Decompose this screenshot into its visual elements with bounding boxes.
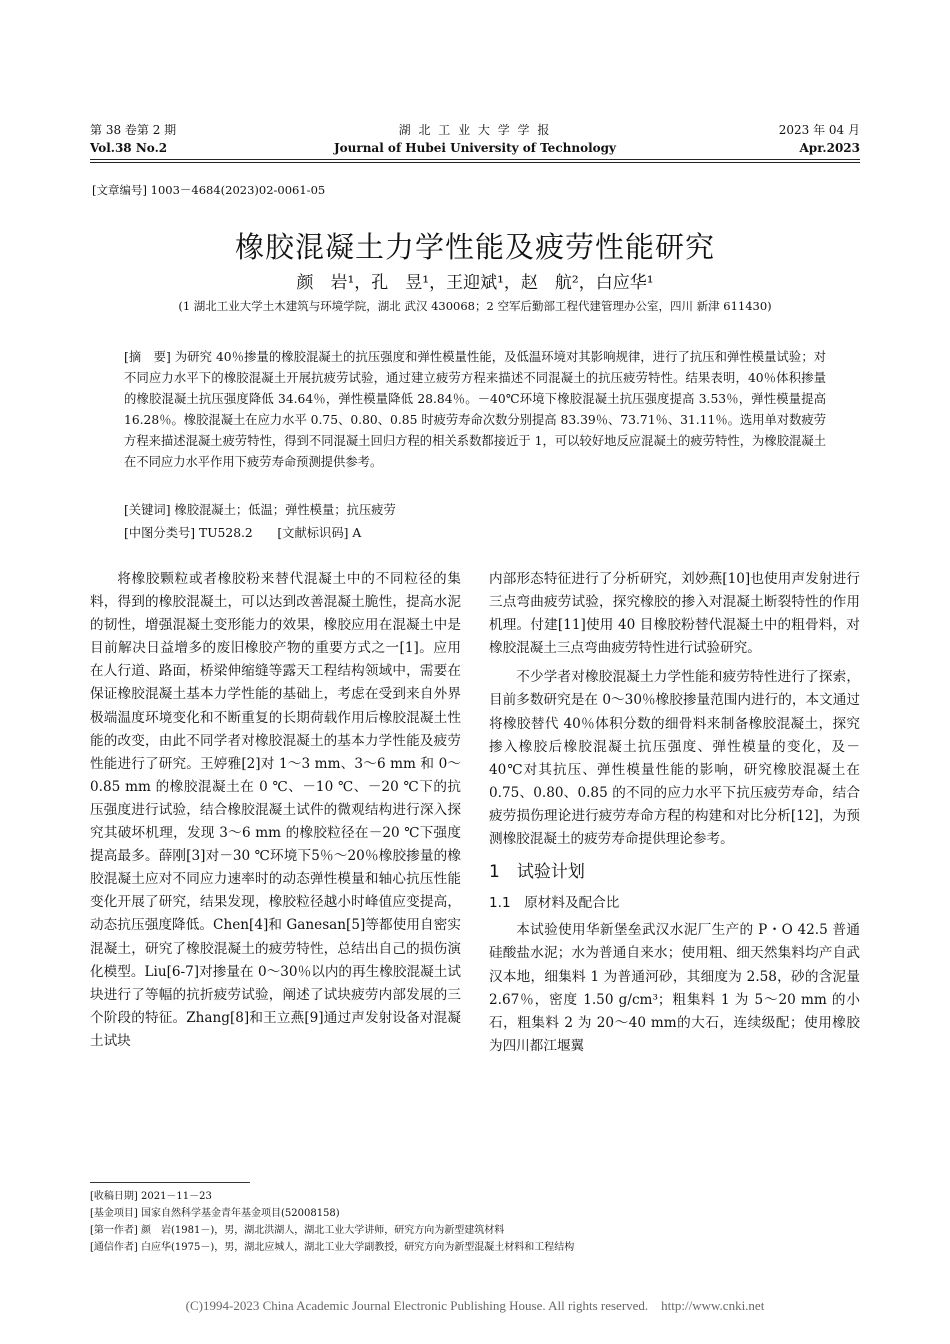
header-journal-en: Journal of Hubei University of Technology [333,141,617,155]
section-title: 1 试验计划 [489,862,585,883]
classification: [中图分类号] TU528.2 [文献标识码] A [124,526,362,540]
affiliations: (1 湖北工业大学土木建筑与环境学院，湖北 武汉 430068；2 空军后勤部工程代建管理办公室，四川 新津 611430) [178,299,772,313]
authors: 颜 岩¹，孔 昱¹，王迎斌¹，赵 航²，白应华¹ [296,273,654,293]
intro-paragraph: 将橡胶颗粒或者橡胶粉来替代混凝土中的不同粒径的集料，得到的橡胶混凝土，可以达到改善混凝土脆性，提高水泥的韧性，增强混凝土变形能力的效果，橡胶应用在混凝土中是目前解决日益增多的废旧橡胶产物的重要方式之一[1]。应用在人行道、路面，桥梁伸缩缝等露天工程结构领域中，需要在保证橡胶混凝土基本力学性能的基础上，考虑在受到来自外界极端温度环境变化和不断重复的长期荷载作用后橡胶混凝土性能的改变，由此不同学者对橡胶混凝土的基本力学性能及疲劳性能进行了研究。王婷雅[2]对 1～3 mm、3～6 mm 和 0～0.85 mm 的橡胶混凝土在 0 ℃、－10 ℃、－20 ℃下的抗压强度进行试验，结合橡胶混凝土试件的微观结构进行深入探究其破坏机理，发现 3～6 mm 的橡胶粒径在－20 ℃下强度提高最多。薛刚[3]对－30 ℃环境下5％～20％橡胶掺量的橡胶混凝土应对不同应力速率时的动态弹性模量和轴心抗压性能变化开展了研究，结果发现，橡胶粒径越小时峰值应变提高，动态抗压强度降低。Chen[4]和 Ganesan[5]等都使用自密实混凝土，研究了橡胶混凝土的疲劳特性，总结出自己的损伤演化模型。Liu[6-7]对掺量在 0～30％以内的再生橡胶混凝土试块进行了等幅的抗折疲劳试验，阐述了试块疲劳内部发展的三个阶段的特征。Zhang[8]和王立燕[9]通过声发射设备对混凝土试块 [90,571,461,1049]
header-journal-cn: 湖 北 工 业 大 学 学 报 [398,123,552,137]
header-rule-2 [90,162,860,163]
footnote-rule [90,1182,250,1183]
header-date-en: Apr.2023 [799,141,860,155]
intro-paragraph-cont: 内部形态特征进行了分析研究，刘妙燕[10]也使用声发射进行三点弯曲疲劳试验，探究橡胶的掺入对混凝土断裂特性的作用机理。付建[11]使用 40 目橡胶粉替代混凝土中的粗骨料，对橡胶混凝土三点弯曲疲劳特性进行试验研究。 [489,571,860,657]
subsection-title: 1.1 原材料及配合比 [489,895,620,912]
keywords: [关键词] 橡胶混凝土；低温；弹性模量；抗压疲劳 [124,503,396,517]
header-rule [90,159,860,160]
footnote-received: [收稿日期] 2021－11－23 [90,1191,212,1202]
article-number: [文章编号] 1003－4684(2023)02-0061-05 [92,183,326,197]
copyright-line: (C)1994-2023 China Academic Journal Electronic Publishing House. All rights reserved. http://www.cnki.net [185,1298,765,1313]
materials-paragraph: 本试验使用华新堡垒武汉水泥厂生产的 P・O 42.5 普通硅酸盐水泥；水为普通自来水；使用粗、细天然集料均产自武汉本地，细集料 1 为普通河砂，其细度为 2.58，砂的含泥量 2.67％，密度 1.50 g/cm³；粗集料 1 为 5～20 mm 的小石，粗集料 2 为 20～40 mm的大石，连续级配；使用橡胶为四川都江堰翼 [489,922,860,1054]
paper-title: 橡胶混凝土力学性能及疲劳性能研究 [234,230,715,264]
intro-paragraph-2: 不少学者对橡胶混凝土力学性能和疲劳特性进行了探索，目前多数研究是在 0～30％橡胶掺量范围内进行的，本文通过将橡胶替代 40％体积分数的细骨料来制备橡胶混凝土，探究掺入橡胶后橡胶混凝土抗压强度、弹性模量的变化，及－40℃对其抗压、弹性模量性能的影响，研究橡胶混凝土在 0.75、0.80、0.85 的不同的应力水平下抗压疲劳寿命，结合疲劳损伤理论进行疲劳寿命方程的构建和对比分析[12]，为预测橡胶混凝土的疲劳寿命提供理论参考。 [489,669,860,848]
header-date-cn: 2023 年 04 月 [778,123,860,137]
left-column [90,568,461,1053]
abstract: [摘 要] 为研究 40％掺量的橡胶混凝土的抗压强度和弹性模量性能，及低温环境对其影响规律，进行了抗压和弹性模量试验；对不同应力水平下的橡胶混凝土开展抗疲劳试验，通过建立疲劳方程来描述不同混凝土的抗压疲劳特性。结果表明，40％体积掺量的橡胶混凝土抗压强度降低 34.64％，弹性模量降低 28.84％。－40℃环境下橡胶混凝土抗压强度提高 3.53％，弹性模量提高 16.28％。橡胶混凝土在应力水平 0.75、0.80、0.85 时疲劳寿命次数分别提高 83.39％、73.71％、31.11％。选用单对数疲劳方程来描述混凝土疲劳特性，得到不同混凝土回归方程的相关系数都接近于 1，可以较好地反应混凝土的疲劳特性，为橡胶混凝土在不同应力水平作用下疲劳寿命预测提供参考。 [124,350,826,469]
footnote-first-author: [第一作者] 颜 岩(1981－)，男，湖北洪湖人，湖北工业大学讲师，研究方向为新型建筑材料 [90,1225,505,1236]
footnote-corresponding-author: [通信作者] 白应华(1975－)，男，湖北应城人，湖北工业大学副教授，研究方向为新型混凝土材料和工程结构 [90,1242,575,1253]
right-column [489,568,860,1058]
header-volume-cn: 第 38 卷第 2 期 [90,123,177,137]
footnote-funding: [基金项目] 国家自然科学基金青年基金项目(52008158) [90,1208,340,1219]
header-volume-en: Vol.38 No.2 [90,141,168,155]
